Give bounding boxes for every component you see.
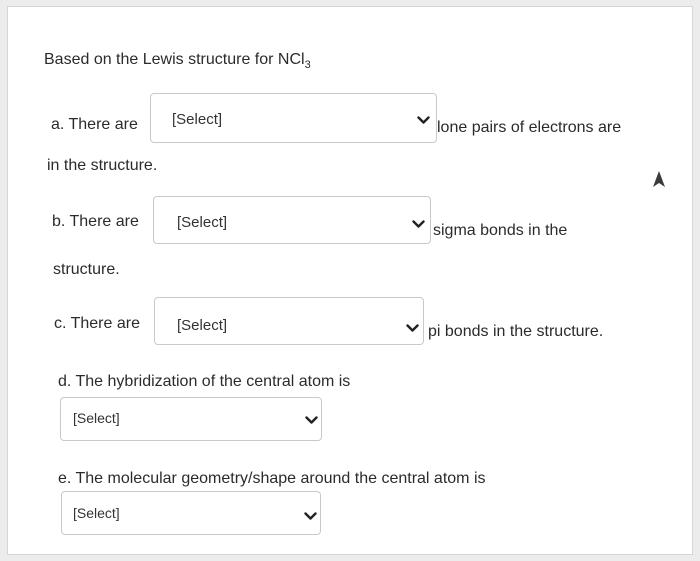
q-d-select[interactable] <box>60 397 322 441</box>
q-a-select-label: [Select] <box>172 111 223 128</box>
q-a-select[interactable] <box>150 93 437 143</box>
q-a-line2: in the structure. <box>47 157 158 174</box>
q-a-lead: a. There are <box>51 116 138 133</box>
quiz-card <box>7 6 693 555</box>
q-c-select-label: [Select] <box>177 317 228 334</box>
question-title <box>44 51 311 71</box>
q-b-trail: sigma bonds in the <box>433 222 568 239</box>
q-b-line2: structure. <box>53 261 120 278</box>
cursor-icon <box>652 170 666 190</box>
q-d-select-label: [Select] <box>73 410 120 426</box>
q-e-select-label: [Select] <box>73 505 120 521</box>
q-c-trail: pi bonds in the structure. <box>428 323 604 340</box>
chevron-down-icon <box>417 116 430 125</box>
q-a-trail: lone pairs of electrons are <box>437 119 622 136</box>
q-b-select[interactable] <box>153 196 431 244</box>
chevron-down-icon <box>406 324 419 333</box>
chevron-down-icon <box>304 512 317 521</box>
chevron-down-icon <box>305 416 318 425</box>
q-d-text: d. The hybridization of the central atom is <box>58 373 351 390</box>
q-b-select-label: [Select] <box>177 214 228 231</box>
question-title-text: Based on the Lewis structure for NCl <box>44 51 305 68</box>
question-title-subscript: 3 <box>304 59 311 71</box>
q-e-text: e. The molecular geometry/shape around the central atom is <box>58 470 486 487</box>
q-e-select[interactable] <box>61 491 321 535</box>
chevron-down-icon <box>412 220 425 229</box>
q-c-lead: c. There are <box>54 315 140 332</box>
q-c-select[interactable] <box>154 297 424 345</box>
q-b-lead: b. There are <box>52 213 139 230</box>
